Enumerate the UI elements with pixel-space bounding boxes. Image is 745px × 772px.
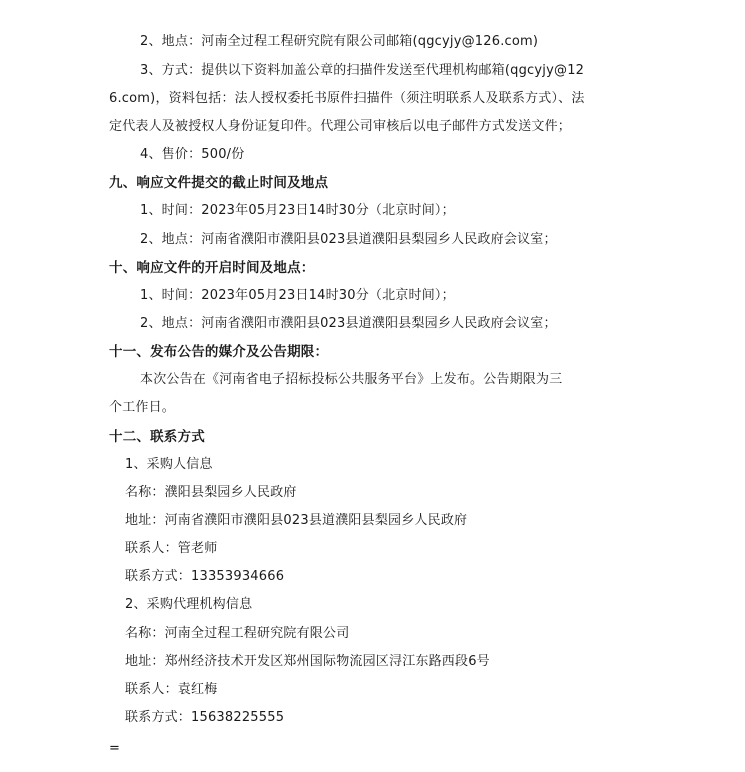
agency-phone: 联系方式：15638225555 <box>125 710 285 725</box>
opening-location-line: 2、地点：河南省濮阳市濮阳县023县道濮阳县梨园乡人民政府会议室； <box>140 316 557 331</box>
purchase-location-line: 2、地点：河南全过程工程研究院有限公司邮箱(qgcyjy@126.com) <box>140 34 539 49</box>
purchase-method-continued-line-2: 定代表人及被授权人身份证复印件。代理公司审核后以电子邮件方式发送文件； <box>109 119 572 134</box>
announcement-media-continued-line: 个工作日。 <box>109 400 176 415</box>
section-ten-heading: 十、响应文件的开启时间及地点： <box>109 260 315 276</box>
price-line: 4、售价：500/份 <box>140 147 245 162</box>
submission-time-line: 1、时间：2023年05月23日14时30分（北京时间）； <box>140 203 455 218</box>
purchaser-address: 地址：河南省濮阳市濮阳县023县道濮阳县梨园乡人民政府 <box>125 513 468 528</box>
purchase-method-line: 3、方式：提供以下资料加盖公章的扫描件发送至代理机构邮箱(qgcyjy@12 <box>140 63 585 78</box>
agency-info-title: 2、采购代理机构信息 <box>125 597 253 612</box>
purchaser-contact-person: 联系人：管老师 <box>125 541 218 556</box>
section-twelve-heading: 十二、联系方式 <box>109 429 205 445</box>
announcement-media-line: 本次公告在《河南省电子招标投标公共服务平台》上发布。公告期限为三 <box>140 372 563 387</box>
purchaser-name: 名称：濮阳县梨园乡人民政府 <box>125 485 297 500</box>
opening-time-line: 1、时间：2023年05月23日14时30分（北京时间）； <box>140 288 455 303</box>
trailing-mark: = <box>109 741 121 756</box>
agency-contact-person: 联系人：袁红梅 <box>125 682 218 697</box>
purchaser-info-title: 1、采购人信息 <box>125 457 213 472</box>
purchase-method-continued-line: 6.com)，资料包括：法人授权委托书原件扫描件（须注明联系人及联系方式）、法 <box>109 91 585 106</box>
section-nine-heading: 九、响应文件提交的截止时间及地点 <box>109 175 329 191</box>
submission-location-line: 2、地点：河南省濮阳市濮阳县023县道濮阳县梨园乡人民政府会议室； <box>140 232 557 247</box>
agency-name: 名称：河南全过程工程研究院有限公司 <box>125 626 350 641</box>
section-eleven-heading: 十一、发布公告的媒介及公告期限： <box>109 344 329 360</box>
purchaser-phone: 联系方式：13353934666 <box>125 569 285 584</box>
agency-address: 地址：郑州经济技术开发区郑州国际物流园区浔江东路西段6号 <box>125 654 490 669</box>
